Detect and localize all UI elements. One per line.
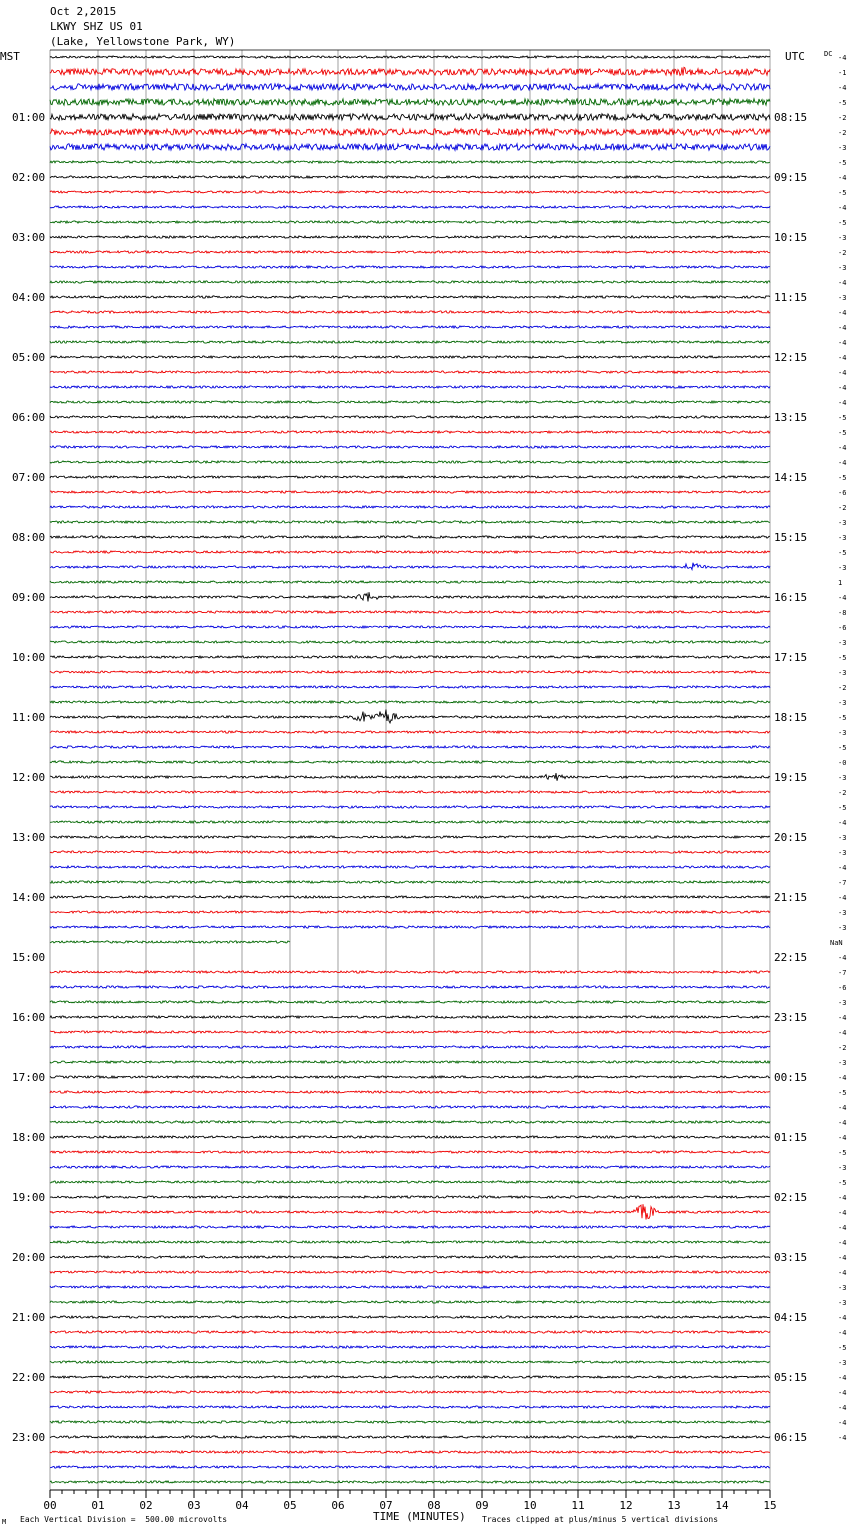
- right-hour-label: 03:15: [774, 1251, 808, 1264]
- right-hour-label: 04:15: [774, 1311, 808, 1324]
- trace-offset-label: -4: [838, 354, 847, 362]
- trace-offset-label: -4: [838, 1254, 847, 1262]
- trace-line: [50, 746, 770, 748]
- right-hour-label: 12:15: [774, 351, 808, 364]
- trace-line: [50, 1061, 770, 1063]
- trace-offset-label: -5: [838, 1179, 847, 1187]
- left-hour-label: 07:00: [12, 471, 46, 484]
- right-hour-label: 19:15: [774, 771, 808, 784]
- trace-line: [50, 671, 770, 673]
- trace-line: [50, 851, 770, 853]
- scale-note: Each Vertical Division = 500.00 microvolts: [20, 1515, 228, 1524]
- trace-offset-label: -4: [838, 1209, 847, 1217]
- trace-offset-label: -4: [838, 1404, 847, 1412]
- trace-offset-label: DC: [824, 50, 833, 58]
- trace-line: [50, 99, 770, 105]
- trace-line: [50, 431, 770, 433]
- left-hour-label: 15:00: [12, 951, 46, 964]
- trace-offset-label: -5: [838, 744, 847, 752]
- left-hour-label: 21:00: [12, 1311, 46, 1324]
- trace-offset-label: -4: [838, 1224, 847, 1232]
- left-hour-label: 19:00: [12, 1191, 46, 1204]
- trace-offset-label: -4: [838, 1074, 847, 1082]
- trace-line: [50, 710, 770, 724]
- trace-line: [50, 1286, 770, 1288]
- right-hour-label: 16:15: [774, 591, 808, 604]
- trace-line: [50, 1181, 770, 1183]
- left-hour-label: 06:00: [12, 411, 46, 424]
- trace-line: [50, 1376, 770, 1378]
- trace-line: [50, 1166, 770, 1168]
- trace-offset-label: -2: [838, 789, 847, 797]
- trace-offset-label: -4: [838, 1104, 847, 1112]
- right-hour-label: 05:15: [774, 1371, 808, 1384]
- trace-line: [50, 1046, 770, 1048]
- left-hour-label: 02:00: [12, 171, 46, 184]
- trace-line: [50, 611, 770, 613]
- left-timezone-label: MST: [0, 50, 20, 63]
- right-hour-label: 22:15: [774, 951, 808, 964]
- trace-offset-label: -3: [838, 519, 847, 527]
- trace-line: [50, 1106, 770, 1108]
- trace-line: [50, 161, 770, 163]
- trace-line: [50, 386, 770, 388]
- trace-line: [50, 206, 770, 208]
- left-hour-label: 12:00: [12, 771, 46, 784]
- trace-line: [50, 806, 770, 808]
- trace-line: [50, 56, 770, 58]
- trace-line: [50, 221, 770, 223]
- trace-offset-label: -2: [838, 249, 847, 257]
- right-hour-label: 14:15: [774, 471, 808, 484]
- trace-line: [50, 1361, 770, 1363]
- trace-line: [50, 1076, 770, 1078]
- trace-offset-label: -4: [838, 1269, 847, 1277]
- trace-line: [50, 866, 770, 868]
- trace-line: [50, 191, 770, 193]
- trace-line: [50, 326, 770, 328]
- trace-offset-label: -3: [838, 1284, 847, 1292]
- trace-line: [50, 84, 770, 90]
- trace-line: [50, 701, 770, 703]
- trace-line: [50, 1301, 770, 1303]
- trace-line: [50, 129, 770, 135]
- trace-offset-label: -5: [838, 219, 847, 227]
- trace-line: [50, 416, 770, 418]
- trace-line: [50, 941, 290, 943]
- station-code: LKWY SHZ US 01: [50, 20, 143, 33]
- right-hour-label: 00:15: [774, 1071, 808, 1084]
- trace-line: [50, 1271, 770, 1273]
- left-hour-label: 14:00: [12, 891, 46, 904]
- trace-offset-label: -4: [838, 1194, 847, 1202]
- trace-line: [50, 1121, 770, 1123]
- right-hour-label: 20:15: [774, 831, 808, 844]
- trace-line: [50, 1406, 770, 1408]
- plot-date: Oct 2,2015: [50, 5, 117, 18]
- trace-offset-label: -7: [838, 879, 847, 887]
- trace-offset-label: -4: [838, 1029, 847, 1037]
- trace-line: [50, 251, 770, 253]
- trace-offset-label: -3: [838, 564, 847, 572]
- trace-offset-label: -3: [838, 1059, 847, 1067]
- trace-offset-label: -6: [838, 984, 847, 992]
- trace-offset-label: -4: [838, 174, 847, 182]
- left-hour-label: 13:00: [12, 831, 46, 844]
- trace-line: [50, 1151, 770, 1153]
- trace-line: [50, 581, 770, 583]
- trace-line: [50, 1331, 770, 1333]
- trace-offset-label: -3: [838, 669, 847, 677]
- x-tick-label: 05: [283, 1499, 297, 1512]
- right-hour-label: 01:15: [774, 1131, 808, 1144]
- trace-offset-label: -4: [838, 1314, 847, 1322]
- trace-offset-label: -4: [838, 1239, 847, 1247]
- trace-offset-label: -4: [838, 279, 847, 287]
- right-hour-label: 13:15: [774, 411, 808, 424]
- x-tick-label: 15: [763, 1499, 777, 1512]
- x-tick-label: 13: [667, 1499, 681, 1512]
- left-hour-label: 09:00: [12, 591, 46, 604]
- trace-line: [50, 311, 770, 313]
- trace-offset-label: -4: [838, 309, 847, 317]
- trace-offset-label: -3: [838, 729, 847, 737]
- trace-line: [50, 1346, 770, 1348]
- trace-line: [50, 1001, 770, 1003]
- trace-offset-label: -2: [838, 1044, 847, 1052]
- right-hour-label: 11:15: [774, 291, 808, 304]
- trace-line: [50, 461, 770, 463]
- trace-offset-label: -4: [838, 954, 847, 962]
- trace-line: [50, 761, 770, 763]
- trace-offset-label: -5: [838, 1344, 847, 1352]
- trace-offset-label: -5: [838, 474, 847, 482]
- clip-note: Traces clipped at plus/minus 5 vertical divisions: [482, 1515, 719, 1524]
- left-hour-label: 22:00: [12, 1371, 46, 1384]
- trace-line: [50, 536, 770, 538]
- trace-line: [50, 1481, 770, 1483]
- trace-offset-label: -1: [838, 69, 847, 77]
- trace-offset-label: -4: [838, 1329, 847, 1337]
- trace-offset-label: -3: [838, 1299, 847, 1307]
- x-tick-label: 02: [139, 1499, 153, 1512]
- trace-offset-label: -4: [838, 339, 847, 347]
- trace-line: [50, 1436, 770, 1438]
- trace-line: [50, 1451, 770, 1453]
- trace-offset-label: -4: [838, 444, 847, 452]
- trace-offset-label: -3: [838, 144, 847, 152]
- trace-offset-label: -4: [838, 1419, 847, 1427]
- x-tick-label: 10: [523, 1499, 537, 1512]
- trace-line: [50, 114, 770, 120]
- trace-line: [50, 1136, 770, 1138]
- trace-line: [50, 791, 770, 793]
- trace-line: [50, 1031, 770, 1033]
- trace-offset-label: -3: [838, 999, 847, 1007]
- trace-line: [50, 296, 770, 298]
- trace-offset-label: -5: [838, 1149, 847, 1157]
- trace-offset-label: -2: [838, 504, 847, 512]
- trace-line: [50, 971, 770, 973]
- trace-offset-label: -4: [838, 384, 847, 392]
- left-hour-label: 01:00: [12, 111, 46, 124]
- trace-offset-label: -3: [838, 924, 847, 932]
- left-hour-label: 18:00: [12, 1131, 46, 1144]
- trace-line: [50, 1204, 770, 1219]
- right-hour-label: 17:15: [774, 651, 808, 664]
- trace-line: [50, 926, 770, 928]
- right-hour-label: 09:15: [774, 171, 808, 184]
- trace-line: [50, 551, 770, 553]
- trace-offset-label: -4: [838, 1434, 847, 1442]
- trace-line: [50, 176, 770, 178]
- trace-offset-label: -3: [838, 909, 847, 917]
- trace-offset-label: -3: [838, 774, 847, 782]
- trace-line: [50, 836, 770, 838]
- trace-offset-label: -5: [838, 1089, 847, 1097]
- trace-line: [50, 986, 770, 988]
- trace-offset-label: -2: [838, 129, 847, 137]
- trace-offset-label: -0: [838, 759, 847, 767]
- trace-line: [50, 641, 770, 643]
- x-tick-label: 00: [43, 1499, 57, 1512]
- x-tick-label: 03: [187, 1499, 201, 1512]
- trace-offset-label: -3: [838, 699, 847, 707]
- trace-line: [50, 356, 770, 358]
- trace-line: [50, 911, 770, 913]
- trace-offset-label: -5: [838, 99, 847, 107]
- left-hour-label: 08:00: [12, 531, 46, 544]
- trace-line: [50, 401, 770, 403]
- trace-offset-label: -4: [838, 324, 847, 332]
- right-hour-label: 02:15: [774, 1191, 808, 1204]
- x-tick-label: 04: [235, 1499, 249, 1512]
- x-tick-label: 06: [331, 1499, 345, 1512]
- trace-line: [50, 1421, 770, 1423]
- trace-line: [50, 281, 770, 283]
- trace-line: [50, 1091, 770, 1093]
- trace-offset-label: -3: [838, 294, 847, 302]
- trace-line: [50, 1256, 770, 1258]
- trace-offset-label: -5: [838, 654, 847, 662]
- trace-offset-label: -3: [838, 1164, 847, 1172]
- corner-mark: M: [2, 1518, 7, 1526]
- left-hour-label: 16:00: [12, 1011, 46, 1024]
- trace-offset-label: -5: [838, 549, 847, 557]
- right-hour-label: 21:15: [774, 891, 808, 904]
- trace-line: [50, 491, 770, 493]
- trace-line: [50, 476, 770, 478]
- x-tick-label: 14: [715, 1499, 729, 1512]
- left-hour-label: 10:00: [12, 651, 46, 664]
- left-hour-label: 17:00: [12, 1071, 46, 1084]
- left-hour-label: 04:00: [12, 291, 46, 304]
- trace-line: [50, 686, 770, 688]
- left-hour-label: 05:00: [12, 351, 46, 364]
- trace-line: [50, 1466, 770, 1468]
- trace-line: [50, 1016, 770, 1018]
- trace-offset-label: -4: [838, 1119, 847, 1127]
- trace-offset-label: -6: [838, 624, 847, 632]
- trace-offset-label: -4: [838, 399, 847, 407]
- trace-offset-label: -2: [838, 684, 847, 692]
- left-hour-label: 11:00: [12, 711, 46, 724]
- trace-offset-label: -4: [838, 84, 847, 92]
- x-axis-title: TIME (MINUTES): [373, 1510, 466, 1523]
- left-hour-label: 03:00: [12, 231, 46, 244]
- trace-offset-label: -4: [838, 204, 847, 212]
- trace-line: [50, 1241, 770, 1243]
- trace-offset-label: -5: [838, 414, 847, 422]
- trace-offset-label: -3: [838, 849, 847, 857]
- trace-offset-label: -4: [838, 459, 847, 467]
- trace-line: [50, 656, 770, 658]
- trace-line: [50, 592, 770, 601]
- trace-line: [50, 626, 770, 628]
- trace-line: [50, 371, 770, 373]
- x-tick-label: 11: [571, 1499, 585, 1512]
- trace-offset-label: -4: [838, 1014, 847, 1022]
- right-hour-label: 06:15: [774, 1431, 808, 1444]
- trace-line: [50, 1391, 770, 1393]
- trace-offset-label: -8: [838, 609, 847, 617]
- trace-line: [50, 1226, 770, 1228]
- trace-offset-label: 1: [838, 579, 843, 587]
- trace-offset-label: NaN: [830, 939, 843, 947]
- trace-line: [50, 236, 770, 238]
- trace-offset-label: -2: [838, 114, 847, 122]
- trace-line: [50, 341, 770, 343]
- trace-line: [50, 881, 770, 883]
- trace-offset-label: -3: [838, 1359, 847, 1367]
- x-tick-label: 07: [379, 1499, 393, 1512]
- right-hour-label: 18:15: [774, 711, 808, 724]
- trace-offset-label: -5: [838, 159, 847, 167]
- trace-offset-label: -5: [838, 804, 847, 812]
- right-hour-label: 08:15: [774, 111, 808, 124]
- trace-offset-label: -4: [838, 864, 847, 872]
- trace-line: [50, 521, 770, 523]
- trace-offset-label: -4: [838, 54, 847, 62]
- trace-offset-label: -4: [838, 1389, 847, 1397]
- trace-line: [50, 821, 770, 823]
- trace-offset-label: -6: [838, 489, 847, 497]
- right-hour-label: 23:15: [774, 1011, 808, 1024]
- trace-offset-label: -3: [838, 264, 847, 272]
- trace-offset-label: -5: [838, 189, 847, 197]
- trace-offset-label: -4: [838, 369, 847, 377]
- trace-line: [50, 144, 770, 150]
- station-location: (Lake, Yellowstone Park, WY): [50, 35, 236, 48]
- trace-offset-label: -4: [838, 819, 847, 827]
- trace-offset-label: -3: [838, 534, 847, 542]
- x-tick-label: 12: [619, 1499, 633, 1512]
- right-hour-label: 10:15: [774, 231, 808, 244]
- trace-offset-label: -4: [838, 1134, 847, 1142]
- trace-line: [50, 731, 770, 733]
- right-hour-label: 15:15: [774, 531, 808, 544]
- trace-offset-label: -3: [838, 834, 847, 842]
- trace-line: [50, 563, 770, 570]
- trace-line: [50, 896, 770, 898]
- trace-offset-label: -4: [838, 1374, 847, 1382]
- trace-offset-label: -5: [838, 714, 847, 722]
- trace-line: [50, 1196, 770, 1198]
- trace-line: [50, 266, 770, 268]
- trace-line: [50, 773, 770, 781]
- trace-offset-label: -4: [838, 894, 847, 902]
- trace-line: [50, 446, 770, 448]
- trace-line: [50, 1316, 770, 1318]
- trace-offset-label: -7: [838, 969, 847, 977]
- trace-offset-label: -3: [838, 639, 847, 647]
- trace-offset-label: -5: [838, 429, 847, 437]
- trace-line: [50, 506, 770, 508]
- trace-offset-label: -4: [838, 594, 847, 602]
- left-hour-label: 23:00: [12, 1431, 46, 1444]
- left-hour-label: 20:00: [12, 1251, 46, 1264]
- trace-line: [50, 67, 770, 75]
- right-timezone-label: UTC: [785, 50, 805, 63]
- trace-offset-label: -3: [838, 234, 847, 242]
- x-tick-label: 01: [91, 1499, 105, 1512]
- x-tick-label: 08: [427, 1499, 441, 1512]
- x-tick-label: 09: [475, 1499, 489, 1512]
